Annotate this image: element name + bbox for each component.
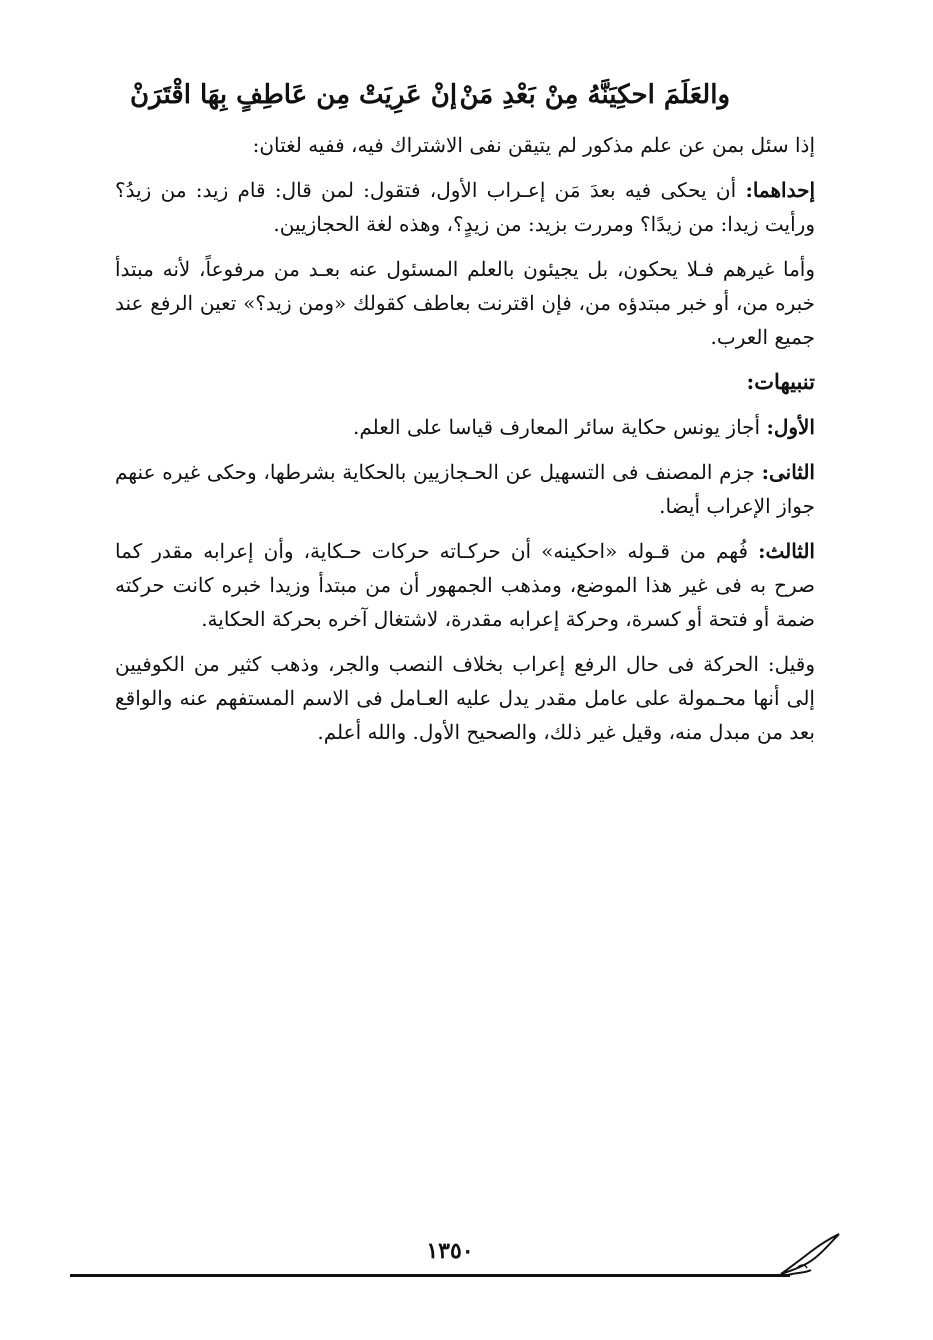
paragraph-first-dialect bbox=[115, 173, 815, 241]
page-number: ١٣٥٠ bbox=[426, 1238, 474, 1264]
note-second-text: جزم المصنف فى التسهيل عن الحـجازيين بالحكاية بشرطها، وحكى غيره عنهم جواز الإعراب أيضا. bbox=[115, 460, 815, 518]
note-first-lead: الأول: bbox=[766, 415, 815, 439]
verse-first-hemistich: والعَلَمَ احكِيَنَّهُ مِنْ بَعْدِ مَنْ bbox=[459, 80, 730, 110]
note-third-text: فُهم من قـوله «احكينه» أن حركـاته حركات حـكاية، وأن إعرابه مقدر كما صرح به فى غير هذا الموضع، ومذهب الجمهور أن من مبتدأ وزيدا خبره كانت حركته ضمة أو فتحة أو كسرة، وحركة إعرابه مقدرة، لاشتغال آخره بحركة الحكاية. bbox=[115, 539, 815, 631]
footer-rule bbox=[70, 1274, 790, 1277]
quill-icon bbox=[775, 1230, 845, 1280]
paragraph-closing bbox=[115, 647, 815, 749]
commentary-body bbox=[115, 128, 815, 760]
verse-second-hemistich: إنْ عَرِيَتْ مِن عَاطِفٍ بِهَا اقْتَرَنْ bbox=[130, 80, 458, 110]
paragraph-first-dialect-lead: إحداهما: bbox=[745, 178, 816, 202]
note-second bbox=[115, 455, 815, 523]
verse-line bbox=[130, 70, 730, 120]
note-second-lead: الثانى: bbox=[761, 460, 815, 484]
paragraph-closing-text: وقيل: الحركة فى حال الرفع إعراب بخلاف النصب والجر، وذهب كثير من الكوفيين إلى أنها محـمولة على عامل مقدر يدل عليه العـامل فى الاسم المستفهم عنه والواقع بعد من مبدل منه، وقيل غير ذلك، والصحيح الأول. والله أعلم. bbox=[115, 652, 815, 744]
section-heading: تنبيهات: bbox=[746, 369, 815, 394]
note-third bbox=[115, 534, 815, 636]
note-first-text: أجاز يونس حكاية سائر المعارف قياسا على العلم. bbox=[353, 415, 761, 439]
paragraph-first-dialect-text: أن يحكى فيه بعدَ مَن إعـراب الأول، فتقول: لمن قال: قام زيد: من زيدُ؟ ورأيت زيدا: من زيدًا؟ ومررت بزيد: من زيدٍ؟، وهذه لغة الحجازيين. bbox=[115, 178, 815, 236]
paragraph-intro bbox=[115, 128, 815, 162]
note-third-lead: الثالث: bbox=[758, 539, 815, 563]
page-footer bbox=[70, 1230, 860, 1290]
paragraph-second-dialect bbox=[115, 252, 815, 354]
paragraph-intro-text: إذا سئل بمن عن علم مذكور لم يتيقن نفى الاشتراك فيه، ففيه لغتان: bbox=[252, 133, 815, 157]
note-first bbox=[115, 410, 815, 444]
paragraph-second-dialect-text: وأما غيرهم فـلا يحكون، بل يجيئون بالعلم المسئول عنه بعـد من مرفوعاً، لأنه مبتدأ خبره من، أو خبر مبتدؤه من، فإن اقترنت بعاطف كقولك «ومن زيد؟» تعين الرفع عند جميع العرب. bbox=[115, 257, 815, 349]
